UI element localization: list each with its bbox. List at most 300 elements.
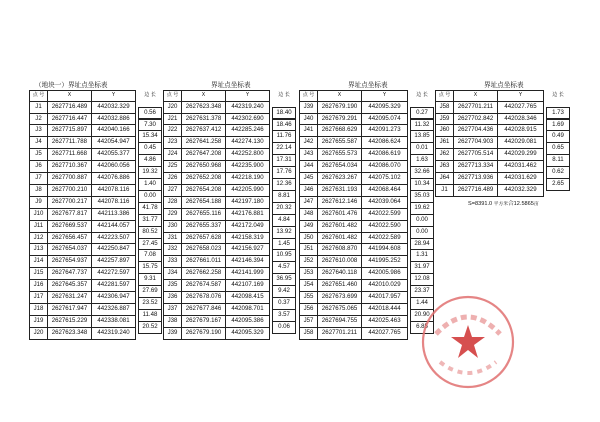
y-coordinate: 442076.886: [92, 173, 136, 185]
header-y: Y: [92, 91, 136, 102]
side-length-cell: [270, 149, 299, 164]
side-length-cell: [136, 280, 165, 295]
side-length: 23.52: [138, 297, 162, 310]
side-length-cell: [136, 113, 165, 128]
area-unit-sqm: 平方米: [493, 202, 509, 207]
side-length: 27.45: [138, 238, 162, 251]
point-id: J54: [300, 280, 318, 292]
point-id: J48: [300, 208, 318, 220]
point-id: J39: [300, 101, 318, 113]
point-id: J34: [164, 268, 182, 280]
point-id: J27: [164, 184, 182, 196]
side-length-cell: [136, 173, 165, 188]
y-coordinate: 442158.319: [226, 232, 270, 244]
table-row: [300, 280, 437, 292]
x-coordinate: 2627656.457: [48, 232, 92, 244]
x-coordinate: 2627713.334: [454, 161, 498, 173]
side-length-cell: [136, 149, 165, 164]
x-coordinate: 2627669.537: [48, 220, 92, 232]
x-coordinate: 2627631.247: [48, 292, 92, 304]
y-coordinate: 442218.190: [226, 173, 270, 185]
y-coordinate: 442027.765: [498, 101, 544, 113]
header-side-length: 边 长: [416, 92, 428, 98]
coordinate-table-3: [299, 90, 437, 340]
x-coordinate: 2627694.755: [318, 315, 362, 327]
side-length: 11.76: [272, 130, 296, 143]
coordinate-table-2: [163, 90, 299, 340]
point-id: J45: [300, 173, 318, 185]
table-row: [300, 220, 437, 232]
table-row: [436, 113, 573, 125]
x-coordinate: 2627655.337: [182, 220, 226, 232]
y-coordinate: 442031.462: [498, 161, 544, 173]
side-length-cell: [270, 137, 299, 152]
y-coordinate: 441994.608: [362, 244, 408, 256]
x-coordinate: 2627674.587: [182, 280, 226, 292]
side-length: 20.90: [410, 309, 434, 322]
x-coordinate: 2627654.937: [48, 256, 92, 268]
side-length-cell: [408, 220, 437, 235]
table-row: [300, 208, 437, 220]
side-length: 19.62: [410, 202, 434, 215]
side-length-cell: [408, 208, 437, 223]
side-length-cell: [408, 113, 437, 128]
point-id: J57: [300, 315, 318, 327]
side-length: 28.94: [410, 238, 434, 251]
x-coordinate: 2627658.023: [182, 244, 226, 256]
x-coordinate: 2627655.587: [318, 137, 362, 149]
table-row: [300, 304, 437, 316]
side-length: 13.85: [410, 130, 434, 143]
side-length: 23.37: [410, 285, 434, 298]
side-length-cell: [136, 244, 165, 259]
side-length-cell: [270, 315, 299, 330]
side-length-cell: [270, 304, 299, 316]
table-row: [164, 244, 299, 256]
x-coordinate: 2627702.842: [454, 113, 498, 125]
side-length: 0.37: [272, 297, 296, 310]
side-length: 1.31: [410, 249, 434, 262]
point-id: J64: [436, 173, 454, 185]
y-coordinate: 442252.800: [226, 149, 270, 161]
y-coordinate: 442010.029: [362, 280, 408, 292]
side-length-cell: [544, 113, 573, 128]
side-length: 0.27: [410, 107, 434, 120]
table-row: [30, 208, 165, 220]
side-length-cell: [270, 173, 299, 188]
y-coordinate: 442285.246: [226, 125, 270, 137]
y-coordinate: 442055.377: [92, 149, 136, 161]
area-unit-mu: 亩: [533, 202, 539, 207]
point-id: J20: [30, 327, 48, 339]
header-x: X: [318, 91, 362, 102]
point-id: J49: [300, 220, 318, 232]
x-coordinate: 2627601.476: [318, 208, 362, 220]
point-id: J6: [30, 161, 48, 173]
y-coordinate: 441995.252: [362, 256, 408, 268]
table-header-row: [300, 91, 437, 102]
y-coordinate: 442146.394: [226, 256, 270, 268]
point-id: J36: [164, 292, 182, 304]
table-header-row: [164, 91, 299, 102]
point-id: J58: [300, 327, 318, 339]
y-coordinate: 442054.947: [92, 137, 136, 149]
table-row: [300, 125, 437, 137]
table-row: [164, 137, 299, 149]
point-id: J46: [300, 184, 318, 196]
table-row: [30, 184, 165, 196]
point-id: J15: [30, 268, 48, 280]
x-coordinate: 2627716.489: [454, 184, 498, 196]
x-coordinate: 2627654.208: [182, 184, 226, 196]
point-id: J30: [164, 220, 182, 232]
x-coordinate: 2627601.482: [318, 232, 362, 244]
side-length: 36.95: [272, 273, 296, 286]
y-coordinate: 442098.701: [226, 304, 270, 316]
x-coordinate: 2627631.193: [318, 184, 362, 196]
side-length-cell: [270, 208, 299, 223]
point-id: J23: [164, 137, 182, 149]
side-length-cell: [136, 232, 165, 247]
y-coordinate: 442144.057: [92, 220, 136, 232]
side-length-cell: [408, 196, 437, 211]
header-side-length: 边 长: [144, 92, 156, 98]
side-length-cell: [544, 125, 573, 140]
side-length-cell: [270, 101, 299, 116]
side-length: 0.00: [410, 226, 434, 239]
side-length-cell: [270, 256, 299, 271]
side-length: 4.86: [138, 154, 162, 167]
x-coordinate: 2627610.008: [318, 256, 362, 268]
x-coordinate: 2627673.699: [318, 292, 362, 304]
y-coordinate: 442172.049: [226, 220, 270, 232]
x-coordinate: 2627637.412: [182, 125, 226, 137]
x-coordinate: 2627647.208: [182, 149, 226, 161]
side-length: 12.08: [410, 273, 434, 286]
y-coordinate: 442197.180: [226, 196, 270, 208]
table-row: [30, 256, 165, 268]
point-id: J32: [164, 244, 182, 256]
side-length-cell: [270, 125, 299, 140]
point-id: J50: [300, 232, 318, 244]
table-3-title: 界址点坐标表: [348, 81, 388, 89]
point-id: J14: [30, 256, 48, 268]
y-coordinate: 442281.597: [92, 280, 136, 292]
side-length-cell: [136, 268, 165, 283]
x-coordinate: 2627679.190: [182, 327, 226, 339]
side-length: 3.57: [272, 309, 296, 322]
side-length: 4.84: [272, 214, 296, 227]
table-row: [436, 125, 573, 137]
table-row: [30, 149, 165, 161]
table-row: [436, 137, 573, 149]
y-coordinate: 442032.886: [92, 113, 136, 125]
side-length: 17.31: [272, 154, 296, 167]
side-length: 27.69: [138, 285, 162, 298]
table-row: [164, 149, 299, 161]
table-row: [436, 101, 573, 113]
point-id: J63: [436, 161, 454, 173]
area-mu-value: 合12.5865: [508, 201, 534, 207]
x-coordinate: 2627704.903: [454, 137, 498, 149]
side-length: 17.76: [272, 166, 296, 179]
x-coordinate: 2627668.629: [318, 125, 362, 137]
table-row: [300, 196, 437, 208]
side-length-cell: [544, 149, 573, 164]
side-length: 20.32: [272, 202, 296, 215]
table-row: [164, 196, 299, 208]
point-id: J35: [164, 280, 182, 292]
y-coordinate: 442027.765: [362, 327, 408, 339]
table-row: [436, 149, 573, 161]
y-coordinate: 442031.629: [498, 173, 544, 185]
y-coordinate: 442113.386: [92, 208, 136, 220]
point-id: J38: [164, 315, 182, 327]
x-coordinate: 2627640.118: [318, 268, 362, 280]
y-coordinate: 442156.927: [226, 244, 270, 256]
y-coordinate: 442176.881: [226, 208, 270, 220]
side-length: 32.66: [410, 166, 434, 179]
side-length-cell: [270, 268, 299, 283]
x-coordinate: 2627617.947: [48, 304, 92, 316]
side-length-cell: [136, 101, 165, 116]
point-id: J25: [164, 161, 182, 173]
point-id: J62: [436, 149, 454, 161]
y-coordinate: 442095.074: [362, 113, 408, 125]
x-coordinate: 2627645.357: [48, 280, 92, 292]
side-length-cell: [544, 101, 573, 116]
side-length: 1.44: [410, 297, 434, 310]
side-length-cell: [136, 137, 165, 152]
table-row: [30, 244, 165, 256]
x-coordinate: 2627661.011: [182, 256, 226, 268]
side-length: 0.00: [410, 214, 434, 227]
point-id: J37: [164, 304, 182, 316]
point-id: J42: [300, 137, 318, 149]
table-row: [164, 184, 299, 196]
point-id: J31: [164, 232, 182, 244]
point-id: J52: [300, 256, 318, 268]
y-coordinate: 442250.847: [92, 244, 136, 256]
table-row: [30, 315, 165, 327]
x-coordinate: 2627623.348: [48, 327, 92, 339]
side-length: 31.97: [410, 261, 434, 274]
side-length: 13.92: [272, 226, 296, 239]
table-2-title: 界址点坐标表: [211, 81, 251, 89]
header-y: Y: [226, 91, 270, 102]
y-coordinate: 442078.116: [92, 196, 136, 208]
x-coordinate: 2627654.034: [318, 161, 362, 173]
point-id: J7: [30, 173, 48, 185]
side-length: 1.73: [546, 107, 570, 120]
side-length: 1.40: [138, 178, 162, 191]
x-coordinate: 2627710.367: [48, 161, 92, 173]
point-id: J60: [436, 125, 454, 137]
point-id: J28: [164, 196, 182, 208]
side-length: 0.06: [272, 321, 296, 334]
x-coordinate: 2627700.887: [48, 173, 92, 185]
side-length: 0.49: [546, 130, 570, 143]
side-length-cell: [408, 137, 437, 152]
y-coordinate: 442060.056: [92, 161, 136, 173]
side-length-cell: [136, 220, 165, 235]
y-coordinate: 442319.240: [92, 327, 136, 339]
x-coordinate: 2627711.788: [48, 137, 92, 149]
point-id: J10: [30, 208, 48, 220]
header-point: 点 号: [30, 91, 48, 102]
header-x: X: [454, 91, 498, 102]
table-row: [300, 244, 437, 256]
x-coordinate: 2627679.190: [318, 101, 362, 113]
x-coordinate: 2627716.447: [48, 113, 92, 125]
side-length: 41.78: [138, 202, 162, 215]
side-length: 2.65: [546, 178, 570, 191]
side-length: 18.46: [272, 119, 296, 132]
point-id: J16: [30, 280, 48, 292]
table-row: [30, 292, 165, 304]
coordinate-table-4: [435, 90, 573, 197]
point-id: J61: [436, 137, 454, 149]
x-coordinate: 2627715.897: [48, 125, 92, 137]
y-coordinate: 442086.624: [362, 137, 408, 149]
side-length-cell: [136, 292, 165, 307]
x-coordinate: 2627662.258: [182, 268, 226, 280]
side-length-cell: [270, 196, 299, 211]
table-row: [30, 220, 165, 232]
side-length: 9.42: [272, 285, 296, 298]
x-coordinate: 2627711.668: [48, 149, 92, 161]
side-length: 20.52: [138, 321, 162, 334]
y-coordinate: 442107.169: [226, 280, 270, 292]
table-row: [300, 173, 437, 185]
side-length: 0.00: [138, 190, 162, 203]
table-row: [300, 292, 437, 304]
point-id: J26: [164, 173, 182, 185]
y-coordinate: 442018.444: [362, 304, 408, 316]
table-row: [164, 101, 299, 113]
x-coordinate: 2627623.348: [182, 101, 226, 113]
x-coordinate: 2627679.167: [182, 315, 226, 327]
point-id: J4: [30, 137, 48, 149]
y-coordinate: 442257.897: [92, 256, 136, 268]
table-row: [30, 232, 165, 244]
y-coordinate: 442025.463: [362, 315, 408, 327]
x-coordinate: 2627675.065: [318, 304, 362, 316]
side-length-cell: [270, 220, 299, 235]
side-length-cell: [270, 292, 299, 307]
point-id: J18: [30, 304, 48, 316]
x-coordinate: 2627601.482: [318, 220, 362, 232]
side-length: 15.75: [138, 261, 162, 274]
header-side-length: 边 长: [552, 92, 564, 98]
table-row: [164, 125, 299, 137]
x-coordinate: 2627678.076: [182, 292, 226, 304]
point-id: J56: [300, 304, 318, 316]
x-coordinate: 2627650.968: [182, 161, 226, 173]
side-length: 15.34: [138, 130, 162, 143]
side-length: 1.69: [546, 119, 570, 132]
header-point: 点 号: [436, 91, 454, 102]
point-id: J13: [30, 244, 48, 256]
side-length-cell: [270, 244, 299, 259]
x-coordinate: 2627701.211: [454, 101, 498, 113]
table-row: [164, 304, 299, 316]
side-length: 7.30: [138, 119, 162, 132]
side-length-cell: [408, 280, 437, 295]
side-length: 10.34: [410, 178, 434, 191]
table-row: [30, 137, 165, 149]
y-coordinate: 442272.597: [92, 268, 136, 280]
y-coordinate: 442022.589: [362, 232, 408, 244]
x-coordinate: 2627704.436: [454, 125, 498, 137]
y-coordinate: 442095.329: [226, 327, 270, 339]
y-coordinate: 442039.064: [362, 196, 408, 208]
point-id: J8: [30, 184, 48, 196]
header-point: 点 号: [164, 91, 182, 102]
x-coordinate: 2627623.267: [318, 173, 362, 185]
header-y: Y: [498, 91, 544, 102]
side-length-cell: [270, 232, 299, 247]
table-row: [164, 220, 299, 232]
table-row: [164, 256, 299, 268]
table-row: [164, 161, 299, 173]
y-coordinate: 442223.507: [92, 232, 136, 244]
side-length: 9.31: [138, 273, 162, 286]
y-coordinate: 442086.070: [362, 161, 408, 173]
side-length-cell: [270, 280, 299, 295]
table-header-row: [436, 91, 573, 102]
x-coordinate: 2627654.188: [182, 196, 226, 208]
y-coordinate: 442319.240: [226, 101, 270, 113]
side-length-cell: [408, 244, 437, 259]
x-coordinate: 2627652.208: [182, 173, 226, 185]
table-row: [300, 268, 437, 280]
area-summary: [468, 199, 539, 207]
side-length-cell: [408, 101, 437, 116]
side-length-cell: [408, 149, 437, 164]
y-coordinate: 442032.329: [92, 101, 136, 113]
side-length: 22.14: [272, 142, 296, 155]
side-length: 18.40: [272, 107, 296, 120]
side-length: 11.48: [138, 309, 162, 322]
y-coordinate: 442095.329: [362, 101, 408, 113]
point-id: J9: [30, 196, 48, 208]
y-coordinate: 442005.986: [362, 268, 408, 280]
side-length: 6.85: [410, 321, 434, 334]
table-row: [30, 304, 165, 316]
point-id: J12: [30, 232, 48, 244]
side-length: 1.45: [272, 238, 296, 251]
x-coordinate: 2627651.460: [318, 280, 362, 292]
x-coordinate: 2627655.573: [318, 149, 362, 161]
y-coordinate: 442338.081: [92, 315, 136, 327]
side-length-cell: [270, 113, 299, 128]
point-id: J17: [30, 292, 48, 304]
side-length: 35.03: [410, 190, 434, 203]
y-coordinate: 442029.081: [498, 137, 544, 149]
x-coordinate: 2627705.514: [454, 149, 498, 161]
header-side-length: 边 长: [278, 92, 290, 98]
y-coordinate: 442017.957: [362, 292, 408, 304]
table-row: [164, 232, 299, 244]
x-coordinate: 2627677.846: [182, 304, 226, 316]
table-row: [30, 101, 165, 113]
y-coordinate: 442095.386: [226, 315, 270, 327]
coordinate-table-1: [29, 90, 165, 340]
side-length: 12.36: [272, 178, 296, 191]
x-coordinate: 2627700.210: [48, 184, 92, 196]
point-id: J29: [164, 208, 182, 220]
